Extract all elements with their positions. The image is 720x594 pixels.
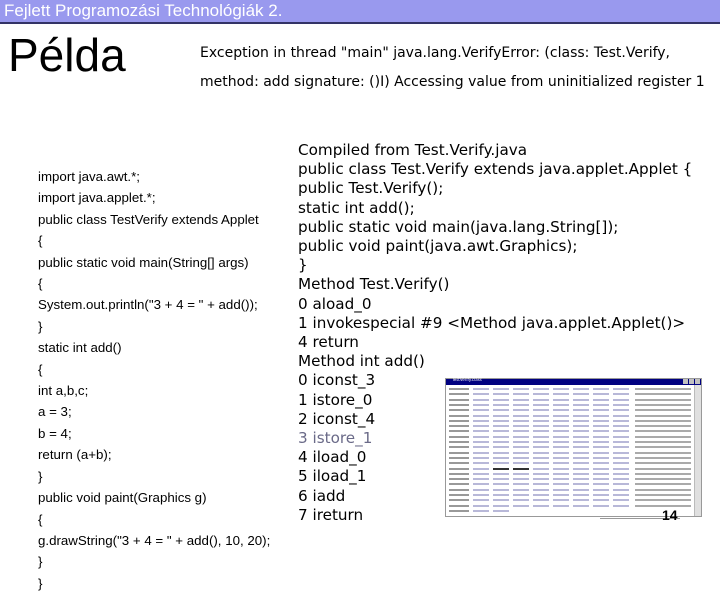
code-line: b = 4; <box>38 425 72 441</box>
bytecode-line: 3 istore_1 <box>298 429 373 448</box>
source-code <box>38 166 270 594</box>
bytecode-line: Compiled from Test.Verify.java <box>298 141 528 159</box>
code-line: import java.awt.*; <box>38 169 140 184</box>
code-line: import java.applet.*; <box>38 190 156 206</box>
bytecode-line: 4 iload_0 <box>298 448 367 467</box>
slide-header <box>0 0 720 24</box>
exception-line-2: method: add signature: ()I) Accessing value from uninitialized register 1 <box>200 74 705 90</box>
minimize-icon[interactable] <box>683 379 688 384</box>
code-line: } <box>38 575 43 591</box>
code-line: public class TestVerify extends Applet <box>38 211 259 227</box>
code-line: } <box>38 554 43 570</box>
course-title: Fejlett Programozási Technológiák 2. <box>4 1 283 20</box>
bytecode-line: } <box>298 256 308 275</box>
bytecode-line: static int add(); <box>298 198 415 217</box>
code-line: public static void main(String[] args) <box>38 254 249 270</box>
code-line: System.out.println("3 + 4 = " + add()); <box>38 297 258 313</box>
code-line: { <box>38 276 43 292</box>
hex-viewer-title: TestVerify.class <box>452 377 482 382</box>
code-line: int a,b,c; <box>38 383 89 399</box>
bytecode-line: public class Test.Verify extends java.applet.Applet { <box>298 160 693 179</box>
code-line: static int add() <box>38 340 122 356</box>
maximize-icon[interactable] <box>689 379 694 384</box>
bytecode-line: 2 iconst_4 <box>298 409 376 428</box>
bytecode-line: Method Test.Verify() <box>298 275 450 294</box>
bytecode-line: public static void main(java.lang.String[]); <box>298 217 619 236</box>
bytecode-line: 4 return <box>298 333 359 352</box>
code-line: { <box>38 361 43 377</box>
bytecode-line: 0 iconst_3 <box>298 371 376 390</box>
code-line: { <box>38 233 43 249</box>
code-line: a = 3; <box>38 404 72 420</box>
hex-viewer-titlebar <box>446 379 701 385</box>
bytecode-line: 6 iadd <box>298 486 346 505</box>
bytecode-line: 7 ireturn <box>298 505 364 524</box>
code-line: } <box>38 468 43 484</box>
bytecode-line: public void paint(java.awt.Graphics); <box>298 237 578 256</box>
slide-title: Példa <box>8 29 126 81</box>
hex-viewer-window <box>445 378 702 517</box>
code-line: public void paint(Graphics g) <box>38 490 207 506</box>
bytecode-line: 1 invokespecial #9 <Method java.applet.Applet()> <box>298 313 686 332</box>
bytecode-line: 0 aload_0 <box>298 294 372 313</box>
close-icon[interactable] <box>695 379 700 384</box>
scrollbar[interactable] <box>694 385 701 516</box>
code-line: } <box>38 318 43 334</box>
code-line: return (a+b); <box>38 447 112 463</box>
bytecode-line: 1 istore_0 <box>298 390 373 409</box>
bytecode-line: public Test.Verify(); <box>298 179 444 198</box>
page-number: 14 <box>662 507 678 523</box>
bytecode-line: 5 iload_1 <box>298 467 367 486</box>
code-line: g.drawString("3 + 4 = " + add(), 10, 20); <box>38 532 271 548</box>
code-line: { <box>38 511 43 527</box>
bytecode-line: Method int add() <box>298 352 425 371</box>
exception-line-1: Exception in thread "main" java.lang.VerifyError: (class: Test.Verify, <box>200 45 671 61</box>
